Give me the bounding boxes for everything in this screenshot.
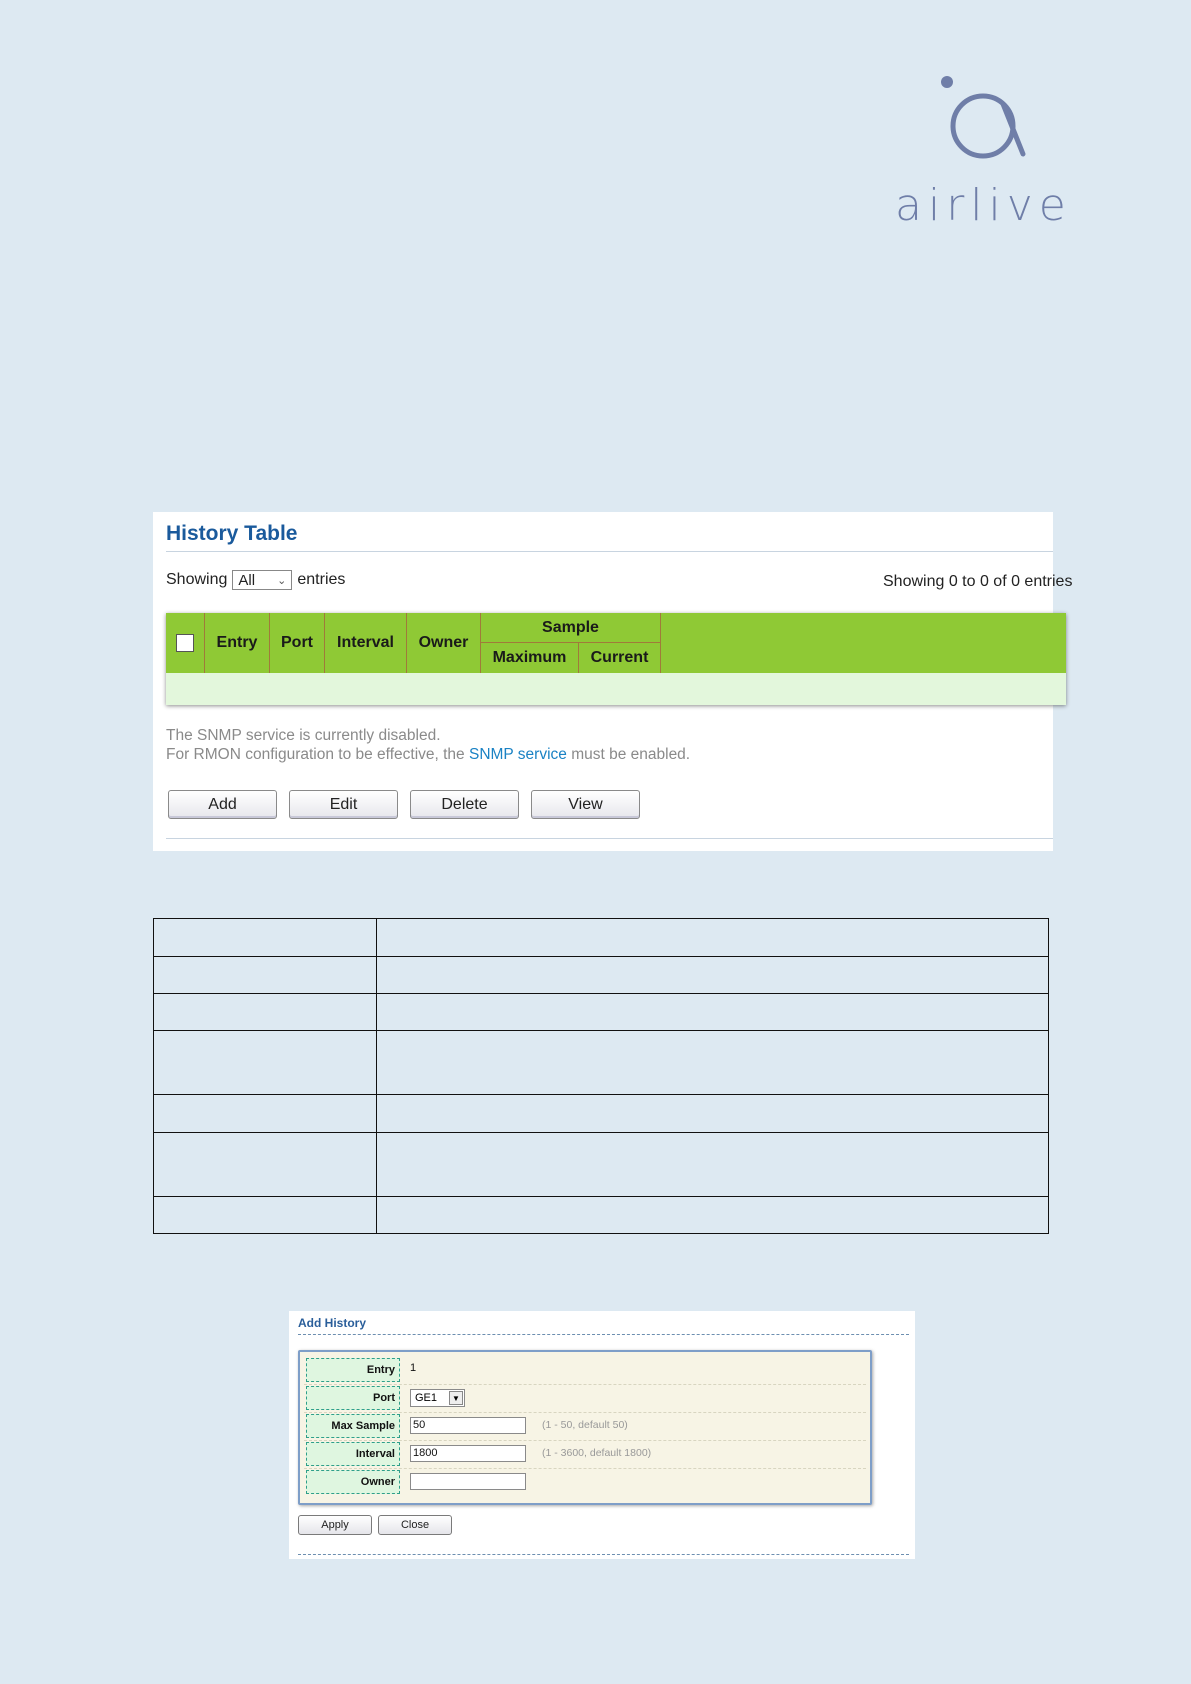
message-line-1: The SNMP service is currently disabled. [166, 727, 441, 744]
add-history-form [298, 1350, 872, 1505]
table-row [154, 994, 1049, 1031]
airlive-logo [895, 70, 1085, 230]
dropdown-arrow-icon: ▼ [449, 1391, 463, 1405]
interval-label: Interval [306, 1442, 400, 1466]
table-cell [154, 1197, 377, 1234]
add-button[interactable]: Add [168, 790, 277, 819]
header-select-all-cell [166, 613, 205, 673]
table-cell [154, 994, 377, 1031]
table-cell [377, 1197, 1049, 1234]
edit-button[interactable]: Edit [289, 790, 398, 819]
table-row [154, 1133, 1049, 1197]
bottom-divider [166, 838, 1053, 839]
message-prefix: For RMON configuration to be effective, the [166, 746, 469, 763]
owner-row [304, 1468, 866, 1496]
interval-hint: (1 - 3600, default 1800) [542, 1447, 652, 1459]
table-row [154, 957, 1049, 994]
showing-entries-control [166, 570, 345, 590]
table-cell [377, 1133, 1049, 1197]
owner-input[interactable] [410, 1473, 526, 1490]
max-sample-hint: (1 - 50, default 50) [542, 1419, 628, 1431]
table-cell [377, 1095, 1049, 1133]
port-label: Port [306, 1386, 400, 1410]
port-row [304, 1384, 866, 1413]
column-header-owner[interactable]: Owner [407, 613, 481, 673]
table-cell [154, 1095, 377, 1133]
max-sample-label: Max Sample [306, 1414, 400, 1438]
history-table-panel [153, 512, 1073, 851]
apply-button[interactable]: Apply [298, 1515, 372, 1535]
table-cell [154, 919, 377, 957]
max-sample-input[interactable]: 50 [410, 1417, 526, 1434]
table-row [154, 1031, 1049, 1095]
table-cell [154, 1133, 377, 1197]
table-cell [377, 957, 1049, 994]
delete-button[interactable]: Delete [410, 790, 519, 819]
title-divider [298, 1334, 909, 1335]
column-header-sample: Sample [481, 613, 661, 643]
table-cell [377, 919, 1049, 957]
title-divider [166, 551, 1053, 552]
table-row [154, 1197, 1049, 1234]
entry-row [304, 1356, 866, 1385]
snmp-disabled-message [166, 726, 690, 764]
history-grid [166, 613, 1066, 705]
description-table [153, 918, 1049, 1234]
column-header-interval[interactable]: Interval [325, 613, 407, 673]
entries-label: entries [297, 571, 346, 588]
grid-empty-row [166, 673, 1066, 705]
add-history-panel [289, 1311, 915, 1559]
action-buttons [168, 790, 640, 819]
entries-select[interactable] [232, 570, 292, 590]
interval-row [304, 1440, 866, 1469]
close-button[interactable]: Close [378, 1515, 452, 1535]
showing-label: Showing [166, 571, 228, 588]
table-cell [154, 957, 377, 994]
table-row [154, 1095, 1049, 1133]
table-cell [154, 1031, 377, 1095]
add-history-title: Add History [298, 1316, 367, 1330]
port-select-value: GE1 [415, 1392, 438, 1404]
bottom-divider [298, 1554, 909, 1555]
showing-summary: Showing 0 to 0 of 0 entries [883, 573, 1073, 590]
entries-select-value: All [238, 571, 256, 589]
grid-header [166, 613, 1066, 673]
table-cell [377, 994, 1049, 1031]
column-header-port[interactable]: Port [270, 613, 325, 673]
airlive-logo-icon [895, 70, 1085, 180]
form-buttons [298, 1515, 452, 1535]
view-button[interactable]: View [531, 790, 640, 819]
entry-value: 1 [410, 1362, 417, 1374]
entry-label: Entry [306, 1358, 400, 1382]
column-header-maximum[interactable]: Maximum [481, 643, 579, 673]
port-select[interactable] [410, 1389, 465, 1407]
snmp-service-link[interactable]: SNMP service [468, 746, 567, 763]
table-cell [377, 1031, 1049, 1095]
column-header-entry[interactable]: Entry [205, 613, 270, 673]
message-suffix: must be enabled. [566, 746, 691, 763]
table-row [154, 919, 1049, 957]
interval-input[interactable]: 1800 [410, 1445, 526, 1462]
owner-label: Owner [306, 1470, 400, 1494]
message-line-2 [166, 745, 690, 764]
chevron-down-icon: ⌄ [277, 574, 287, 587]
max-sample-row [304, 1412, 866, 1441]
select-all-checkbox[interactable] [176, 634, 194, 652]
column-header-current[interactable]: Current [579, 643, 661, 673]
page-title: History Table [166, 522, 298, 545]
logo-wordmark: airlive [895, 180, 1072, 231]
